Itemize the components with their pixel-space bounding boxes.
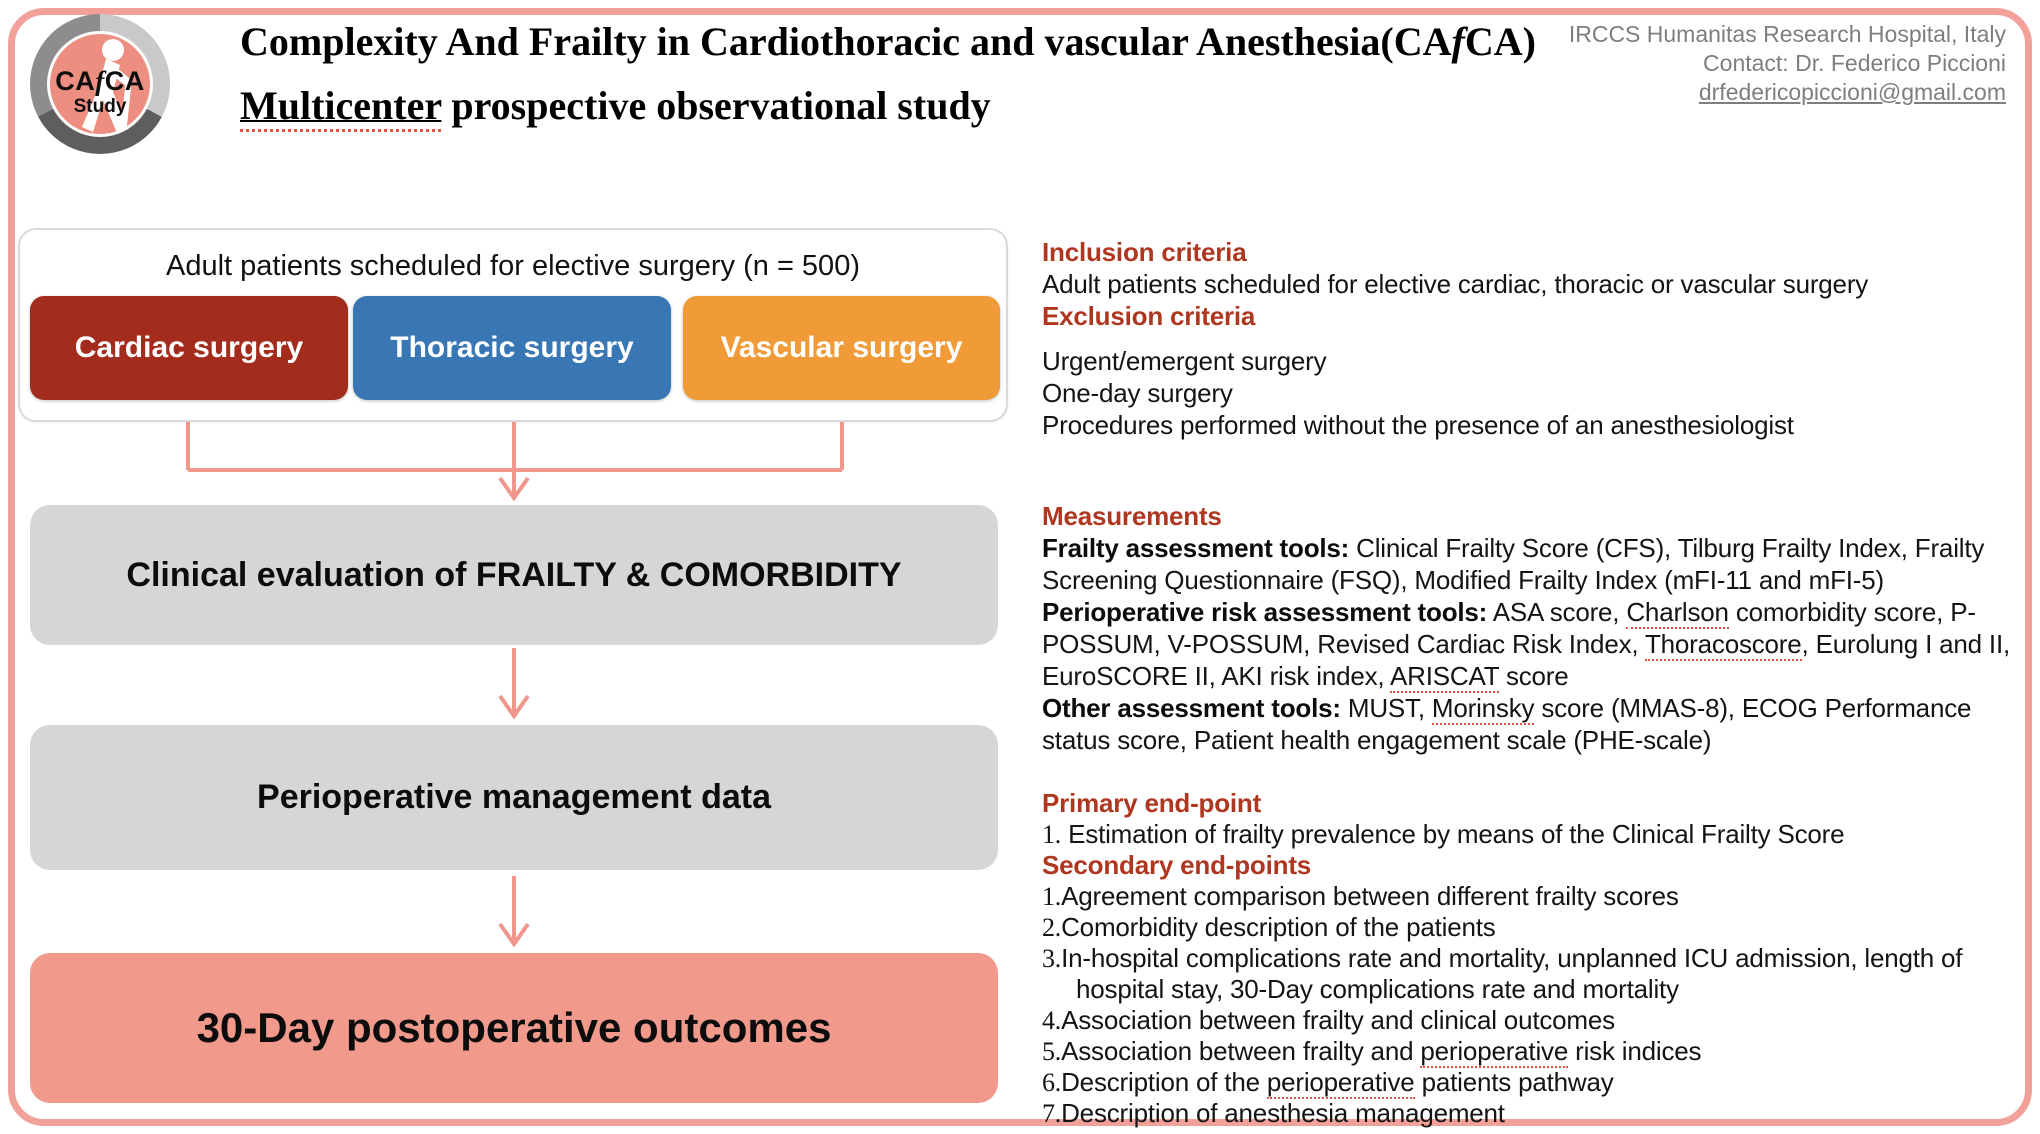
endpoints-section [1042,788,2010,1129]
step-perioperative-data [30,725,998,870]
primary-endpoint-heading: Primary end-point [1042,788,1262,818]
exclusion-item: One-day surgery [1042,378,1233,408]
group-label: Thoracic surgery [390,331,634,364]
secondary-endpoint-item: 6.Description of the perioperative patients pathway [1042,1067,1614,1097]
step-30day-outcomes [30,953,998,1103]
inclusion-criteria-heading: Inclusion criteria [1042,237,1247,267]
contact-block [1569,20,2006,107]
secondary-endpoints-heading: Secondary end-points [1042,850,1312,880]
step-clinical-evaluation [30,505,998,645]
population-title: Adult patients scheduled for elective surgery (n = 500) [166,250,860,282]
inclusion-criteria-text: Adult patients scheduled for elective cardiac, thoracic or vascular surgery [1042,269,1869,299]
step-label: 30-Day postoperative outcomes [196,1004,832,1051]
secondary-endpoint-item: 2.Comorbidity description of the patients [1042,912,1496,942]
logo-inner-circle [47,31,153,137]
logo-acronym: CAfCA [55,66,145,96]
secondary-endpoint-item: 4.Association between frailty and clinical outcomes [1042,1005,1615,1035]
measurements-section [1042,500,2010,756]
logo-subtitle: Study [73,96,127,117]
primary-endpoint-item: 1. Estimation of frailty prevalence by means of the Clinical Frailty Score [1042,819,1845,849]
contact-person: Contact: Dr. Federico Piccioni [1703,50,2006,76]
measurements-heading: Measurements [1042,501,1222,531]
group-thoracic-surgery [353,296,671,400]
secondary-endpoint-item: 5.Association between frailty and perioperative risk indices [1042,1036,1702,1066]
contact-institution: IRCCS Humanitas Research Hospital, Italy [1568,21,2006,47]
exclusion-item: Urgent/emergent surgery [1042,346,1327,376]
figure-titles [240,18,1536,129]
secondary-endpoint-item: 1.Agreement comparison between different frailty scores [1042,881,1679,911]
step-label: Perioperative management data [257,778,771,816]
measurement-tools-frailty: Frailty assessment tools: Clinical Frailty Score (CFS), Tilburg Frailty Index, Frailty Screening Questionnaire (FSQ), Modified Frailty Index (mFI-11 and mFI-5) [1042,533,1985,595]
figure-subtitle: Multicenter prospective observational study [240,82,1536,129]
measurement-tools-other: Other assessment tools: MUST, Morinsky score (MMAS-8), ECOG Performance status score, Patient health engagement scale (PHE-scale) [1042,693,1972,755]
figure-title: Complexity And Frailty in Cardiothoracic and vascular Anesthesia(CAfCA) [240,19,1536,64]
group-cardiac-surgery [30,296,348,400]
group-vascular-surgery [683,296,1000,400]
secondary-endpoint-item: 7.Description of anesthesia management [1042,1098,1505,1128]
step-label: Clinical evaluation of FRAILTY & COMORBIDITY [126,555,902,594]
cafca-study-logo [30,14,170,154]
contact-email-link[interactable]: drfedericopiccioni@gmail.com [1698,79,2006,105]
secondary-endpoint-item: 3.In-hospital complications rate and mortality, unplanned ICU admission, length of hospital stay, 30-Day complications rate and mortality [1042,943,1963,1004]
group-label: Cardiac surgery [74,331,304,364]
group-label: Vascular surgery [720,331,963,364]
criteria-section [1042,236,2010,441]
exclusion-criteria-heading: Exclusion criteria [1042,301,1256,331]
exclusion-item: Procedures performed without the presence of an anesthesiologist [1042,410,1794,440]
measurement-tools-perioperative-risk: Perioperative risk assessment tools: ASA score, Charlson comorbidity score, P-POSSUM, V-POSSUM, Revised Cardiac Risk Index, Thoracoscore, Eurolung I and II, EuroSCORE II, AKI risk index, ARISCAT score [1042,597,2011,691]
